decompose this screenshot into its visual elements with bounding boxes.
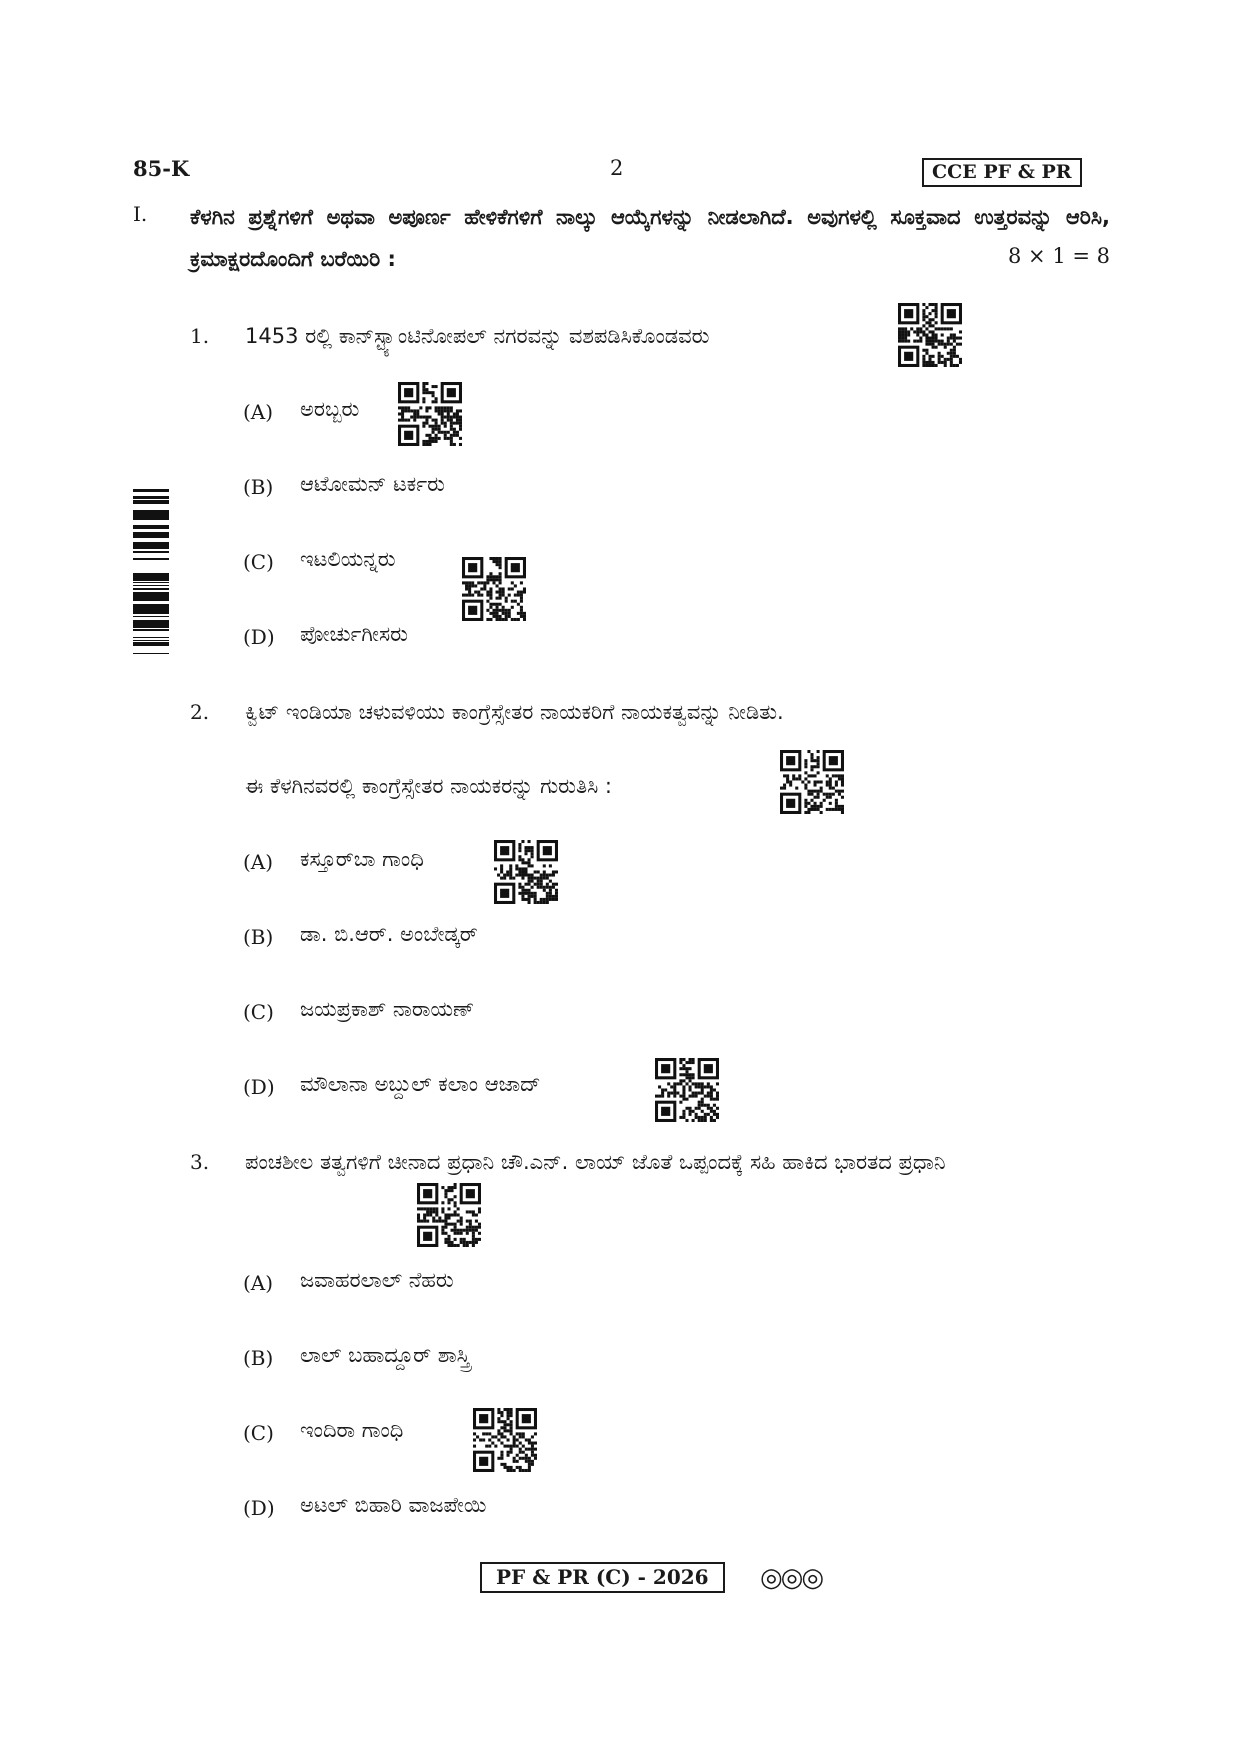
footer-code-box: PF & PR (C) - 2026 bbox=[480, 1562, 725, 1593]
q2-option-d-text: ಮೌಲಾನಾ ಅಬ್ದುಲ್ ಕಲಾಂ ಆಜಾದ್ bbox=[300, 1072, 541, 1096]
q2-option-c-text: ಜಯಪ್ರಕಾಶ್ ನಾರಾಯಣ್ bbox=[300, 997, 475, 1021]
q2-option-b-text: ಡಾ. ಬಿ.ಆರ್. ಅಂಬೇಡ್ಕರ್ bbox=[300, 922, 478, 946]
q2-option-a-text: ಕಸ್ತೂರ್‌ಬಾ ಗಾಂಧಿ bbox=[300, 847, 424, 871]
q3-option-b-text: ಲಾಲ್ ಬಹಾದ್ದೂರ್ ಶಾಸ್ತ್ರಿ bbox=[300, 1343, 471, 1367]
q1-option-b-letter: (B) bbox=[243, 475, 274, 499]
question-2-number: 2. bbox=[190, 700, 210, 724]
q1-option-c-letter: (C) bbox=[243, 550, 274, 574]
question-3-number: 3. bbox=[190, 1150, 210, 1174]
q2-option-c-letter: (C) bbox=[243, 1000, 274, 1024]
q3-option-d-text: ಅಟಲ್ ಬಿಹಾರಿ ವಾಜಪೇಯಿ bbox=[300, 1493, 487, 1517]
q1-option-d-letter: (D) bbox=[243, 625, 275, 649]
q1-option-a-letter: (A) bbox=[243, 400, 274, 424]
section-marks: 8 × 1 = 8 bbox=[1008, 244, 1110, 268]
q3-option-d-letter: (D) bbox=[243, 1496, 275, 1520]
q2-option-d-letter: (D) bbox=[243, 1075, 275, 1099]
q3-option-a-text: ಜವಾಹರಲಾಲ್ ನೆಹರು bbox=[300, 1268, 454, 1292]
q3-option-b-letter: (B) bbox=[243, 1346, 274, 1370]
barcode-icon bbox=[133, 487, 169, 654]
question-3-text: ಪಂಚಶೀಲ ತತ್ವಗಳಿಗೆ ಚೀನಾದ ಪ್ರಧಾನಿ ಚೌ.ಎನ್. ಲಾಯ್ ಜೊತೆ ಒಪ್ಪಂದಕ್ಕೆ ಸಹಿ ಹಾಕಿದ ಭಾರತದ ಪ್ರಧಾನಿ bbox=[245, 1150, 946, 1174]
q1-option-d-text: ಪೋರ್ಚುಗೀಸರು bbox=[300, 622, 408, 646]
qr-code-icon bbox=[898, 303, 962, 367]
q3-option-c-letter: (C) bbox=[243, 1421, 274, 1445]
q1-option-b-text: ಆಟೋಮನ್ ಟರ್ಕರು bbox=[300, 472, 445, 496]
page-number: 2 bbox=[610, 156, 624, 180]
q2-option-b-letter: (B) bbox=[243, 925, 274, 949]
qr-code-icon bbox=[398, 382, 462, 446]
qr-code-icon bbox=[494, 840, 558, 904]
q1-option-c-text: ಇಟಲಿಯನ್ನರು bbox=[300, 547, 396, 571]
question-1-text: 1453 ರಲ್ಲಿ ಕಾನ್‌ಸ್ಟ್ಯಾಂಟಿನೋಪಲ್ ನಗರವನ್ನು ವಶಪಡಿಸಿಕೊಂಡವರು bbox=[245, 324, 710, 348]
qr-code-icon bbox=[417, 1183, 481, 1247]
q3-option-a-letter: (A) bbox=[243, 1271, 274, 1295]
series-box: CCE PF & PR bbox=[922, 158, 1082, 187]
section-instruction: ಕೆಳಗಿನ ಪ್ರಶ್ನೆಗಳಿಗೆ ಅಥವಾ ಅಪೂರ್ಣ ಹೇಳಿಕೆಗಳಿಗೆ ನಾಲ್ಕು ಆಯ್ಕೆಗಳನ್ನು ನೀಡಲಾಗಿದೆ. ಅವುಗಳಲ್ಲಿ ಸೂಕ್ತವಾದ ಉತ್ತರವನ್ನು ಆರಿಸಿ, ಕ್ರಮಾಕ್ಷರದೊಂದಿಗೆ ಬರೆಯಿರಿ : bbox=[190, 205, 1110, 271]
footer-symbol: ◎◎◎ bbox=[760, 1563, 823, 1593]
q3-option-c-text: ಇಂದಿರಾ ಗಾಂಧಿ bbox=[300, 1418, 404, 1442]
qr-code-icon bbox=[462, 557, 526, 621]
question-2-text: ಕ್ವಿಟ್ ಇಂಡಿಯಾ ಚಳುವಳಿಯು ಕಾಂಗ್ರೆಸ್ಸೇತರ ನಾಯಕರಿಗೆ ನಾಯಕತ್ವವನ್ನು ನೀಡಿತು. bbox=[245, 700, 784, 724]
question-2-subtext: ಈ ಕೆಳಗಿನವರಲ್ಲಿ ಕಾಂಗ್ರೆಸ್ಸೇತರ ನಾಯಕರನ್ನು ಗುರುತಿಸಿ : bbox=[245, 774, 612, 798]
section-number: I. bbox=[133, 202, 148, 226]
qr-code-icon bbox=[655, 1058, 719, 1122]
paper-code: 85-K bbox=[133, 156, 190, 181]
q2-option-a-letter: (A) bbox=[243, 850, 274, 874]
qr-code-icon bbox=[473, 1408, 537, 1472]
qr-code-icon bbox=[780, 750, 844, 814]
question-1-number: 1. bbox=[190, 324, 210, 348]
q1-option-a-text: ಅರಬ್ಬರು bbox=[300, 397, 360, 421]
